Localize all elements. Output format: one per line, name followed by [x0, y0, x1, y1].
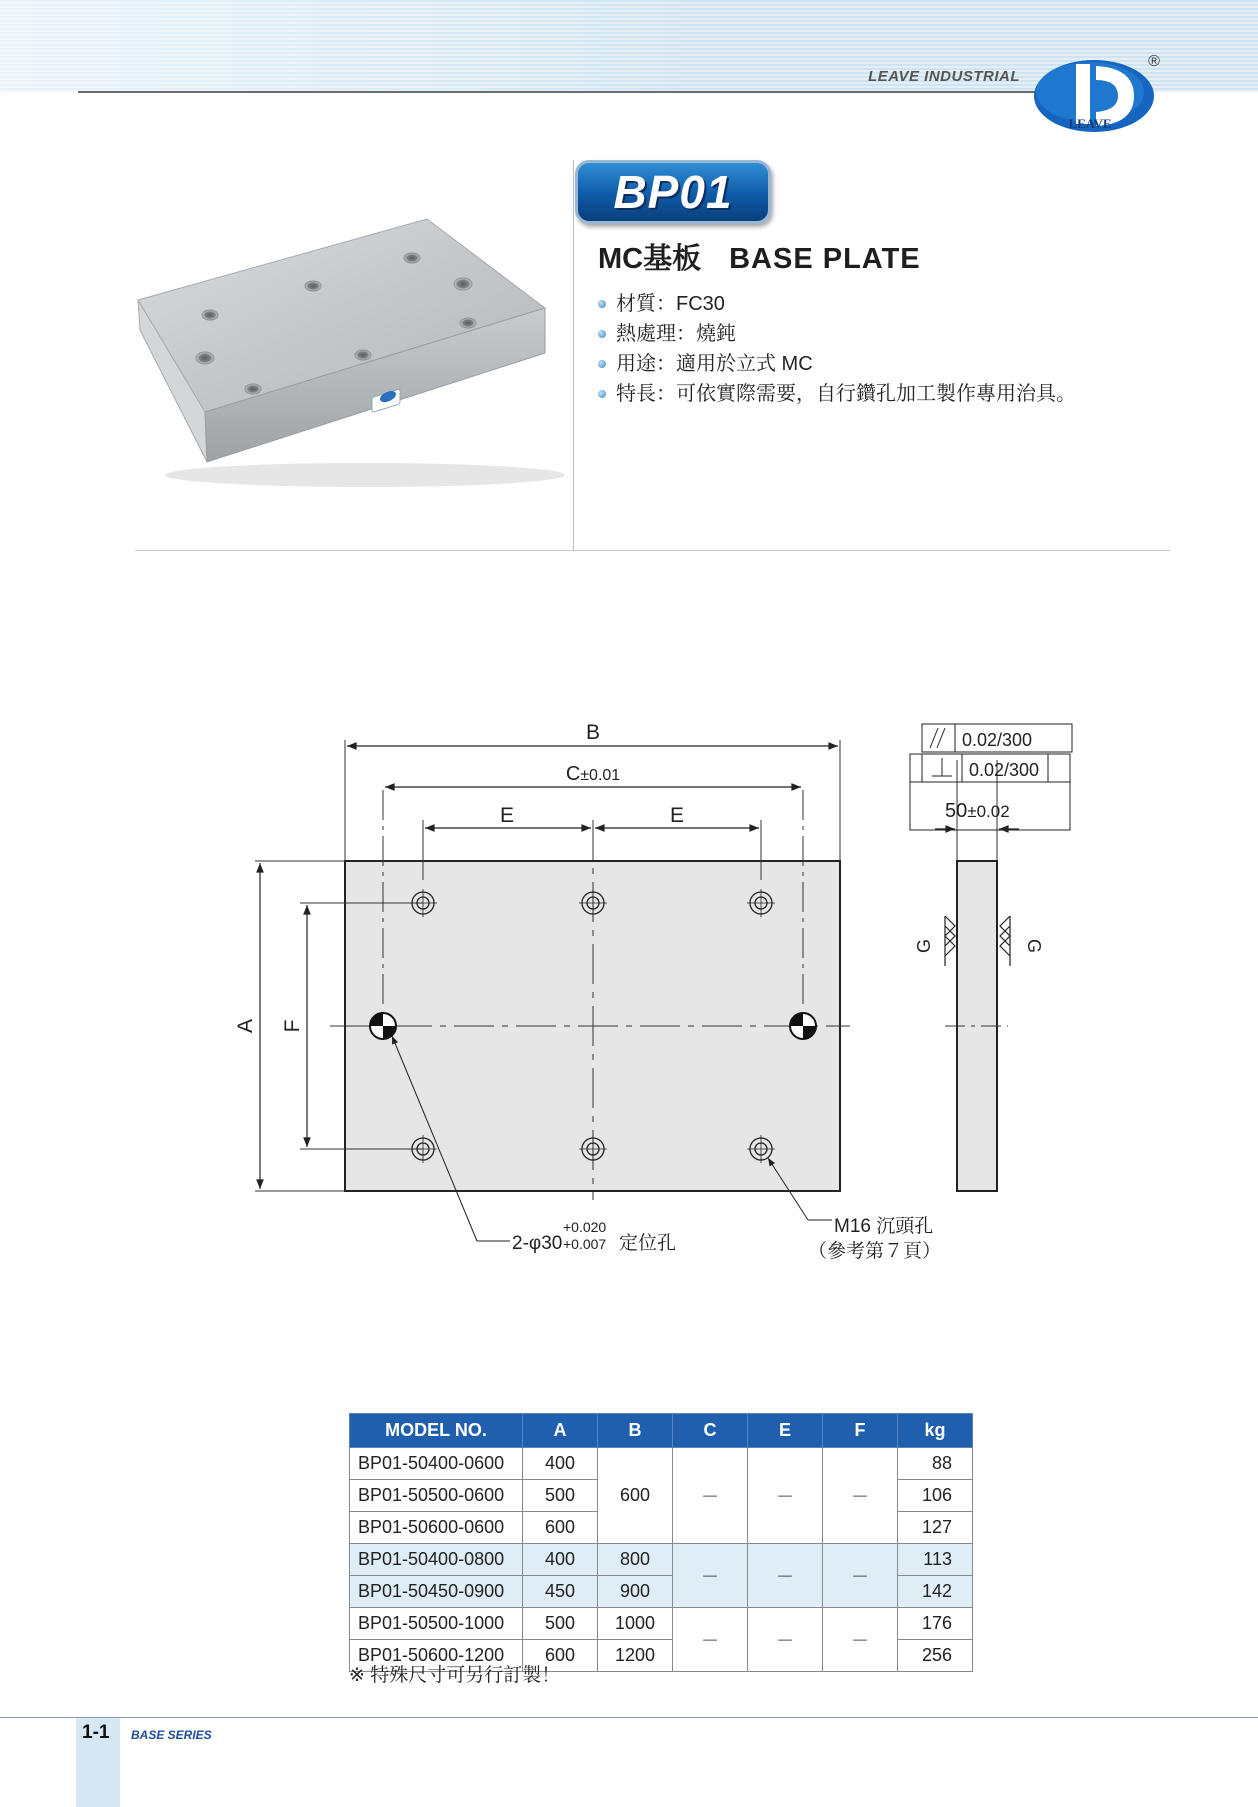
col-c: C	[673, 1414, 748, 1448]
bullet-icon	[598, 300, 606, 308]
svg-text:2-φ30	[512, 1233, 562, 1254]
header-band-fade	[0, 0, 700, 92]
bullet-icon	[598, 390, 606, 398]
table-row: BP01-50500-0600 500 106	[350, 1480, 973, 1512]
dim-e-label-left: E	[499, 804, 515, 827]
pin-label: 定位孔	[619, 1233, 677, 1254]
perp-tolerance: 0.02/300	[969, 760, 1040, 780]
series-label: BASE SERIES	[131, 1728, 212, 1742]
logo-text: LEAVE	[1068, 116, 1112, 131]
brand-name: LEAVE INDUSTRIAL	[868, 68, 1020, 85]
spec-list	[598, 289, 1076, 409]
product-title-en: BASE PLATE	[729, 243, 921, 275]
table-row: BP01-50600-1200 600 1200 256	[350, 1640, 973, 1672]
product-title-zh: MC基板	[598, 243, 702, 275]
dim-c-tolerance: ±0.01	[580, 767, 621, 784]
dim-e-label-right: E	[669, 804, 685, 827]
dim-b-label: B	[585, 721, 601, 744]
table-row: BP01-50500-1000 500 1000 － － － 176	[350, 1608, 973, 1640]
parallel-tolerance: 0.02/300	[962, 730, 1033, 750]
col-kg: kg	[898, 1414, 973, 1448]
spec-item: 熱處理：燒鈍	[598, 319, 1076, 349]
table-row: BP01-50450-0900 450 900 142	[350, 1576, 973, 1608]
locating-pin-hole	[370, 1013, 396, 1039]
surface-finish-mark-right	[1000, 916, 1010, 966]
col-model: MODEL NO.	[350, 1414, 523, 1448]
locating-pin-hole	[790, 1013, 816, 1039]
leave-logo	[1030, 52, 1170, 136]
screw-label: M16 沉頭孔	[834, 1216, 934, 1237]
surface-finish-g-left: G	[914, 938, 934, 954]
spec-item: 特長：可依實際需要，自行鑽孔加工製作專用治具。	[598, 379, 1076, 409]
table-row: BP01-50600-0600 600 127	[350, 1512, 973, 1544]
dim-c-label: C	[565, 763, 581, 785]
bullet-icon	[598, 330, 606, 338]
header-rule	[78, 91, 1078, 93]
product-code: BP01	[613, 166, 733, 218]
table-row: BP01-50400-0600 400 600 － － － 88	[350, 1448, 973, 1480]
spec-item: 材質：FC30	[598, 289, 1076, 319]
custom-size-note: ※ 特殊尺寸可另行訂製！	[349, 1665, 561, 1686]
bullet-icon	[598, 360, 606, 368]
dim-a-label: A	[234, 1018, 257, 1034]
surface-finish-g-right: G	[1024, 938, 1044, 954]
pin-size: 2-φ30	[512, 1233, 563, 1254]
product-code-badge	[575, 160, 771, 224]
pin-tol-upper: +0.020	[563, 1219, 607, 1235]
thickness-value: 50	[945, 800, 968, 822]
vertical-divider	[573, 160, 574, 550]
pin-tol-lower: +0.007	[563, 1236, 607, 1252]
thickness-tolerance: ±0.02	[967, 802, 1010, 821]
table-header-row	[350, 1414, 973, 1448]
col-b: B	[598, 1414, 673, 1448]
table-row: BP01-50400-0800 400 800 － － － 113	[350, 1544, 973, 1576]
col-a: A	[523, 1414, 598, 1448]
dim-f-label: F	[281, 1019, 304, 1033]
col-e: E	[748, 1414, 823, 1448]
svg-text:C±0.01	[566, 763, 620, 785]
page-number: 1-1	[82, 1722, 110, 1743]
spec-table	[349, 1413, 973, 1672]
screw-ref: （參考第７頁）	[808, 1241, 942, 1262]
footer-rule	[0, 1717, 1258, 1718]
product-title	[598, 236, 921, 277]
technical-drawing	[0, 690, 1258, 1290]
surface-finish-mark-left	[945, 916, 955, 966]
svg-text:50±0.02	[945, 800, 1010, 822]
base-plate-photo	[125, 205, 565, 495]
col-f: F	[823, 1414, 898, 1448]
registered-mark: ®	[1148, 53, 1160, 70]
horizontal-divider	[135, 550, 1170, 551]
spec-item: 用途：適用於立式 MC	[598, 349, 1076, 379]
